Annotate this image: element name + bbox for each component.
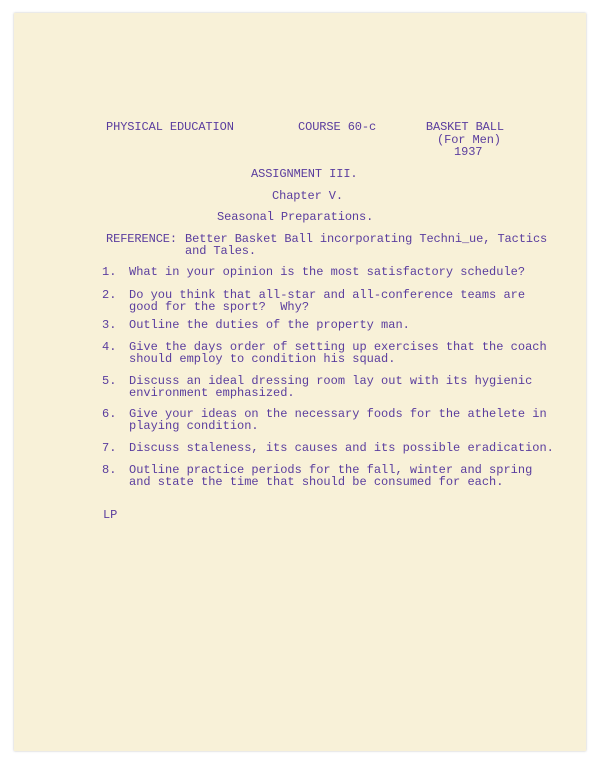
question-text-line: should employ to condition his squad.	[129, 352, 396, 366]
question-text-line: Discuss staleness, its causes and its possible eradication.	[129, 441, 554, 455]
author-initials: LP	[103, 508, 118, 522]
question-number: 2.	[102, 288, 117, 302]
question-text-line: good for the sport? Why?	[129, 300, 310, 314]
course-number: COURSE 60-c	[298, 120, 377, 134]
subject-title: BASKET BALL	[425, 120, 504, 134]
question-text-line: Give your ideas on the necessary foods for the athelete in	[129, 407, 547, 421]
document-page	[14, 13, 586, 751]
question-text-line: Do you think that all-star and all-conference teams are	[129, 288, 526, 302]
department-heading: PHYSICAL EDUCATION	[106, 120, 234, 134]
question-number: 3.	[102, 318, 117, 332]
question-text-line: and state the time that should be consumed for each.	[129, 475, 504, 489]
question-number: 1.	[102, 265, 117, 279]
question-text-line: environment emphasized.	[129, 386, 295, 400]
subject-subtitle: (For Men)	[437, 133, 501, 147]
question-text-line: Give the days order of setting up exercises that the coach	[129, 340, 547, 354]
question-text-line: playing condition.	[129, 419, 259, 433]
question-text-line: What in your opinion is the most satisfactory schedule?	[129, 265, 526, 279]
question-number: 6.	[102, 407, 117, 421]
reference-label: REFERENCE:	[106, 232, 178, 246]
reference-line-2: and Tales.	[185, 244, 257, 258]
question-number: 5.	[102, 374, 117, 388]
chapter-heading: Chapter V.	[272, 189, 344, 203]
document-year: 1937	[454, 145, 483, 159]
reference-line-1: Better Basket Ball incorporating Techni_ue, Tactics	[185, 232, 548, 246]
assignment-title: ASSIGNMENT III.	[251, 167, 358, 181]
topic-heading: Seasonal Preparations.	[217, 210, 374, 224]
question-number: 8.	[102, 463, 117, 477]
question-text-line: Discuss an ideal dressing room lay out with its hygienic	[129, 374, 533, 388]
question-text-line: Outline practice periods for the fall, winter and spring	[129, 463, 533, 477]
question-number: 7.	[102, 441, 117, 455]
question-text-line: Outline the duties of the property man.	[129, 318, 410, 332]
question-number: 4.	[102, 340, 117, 354]
